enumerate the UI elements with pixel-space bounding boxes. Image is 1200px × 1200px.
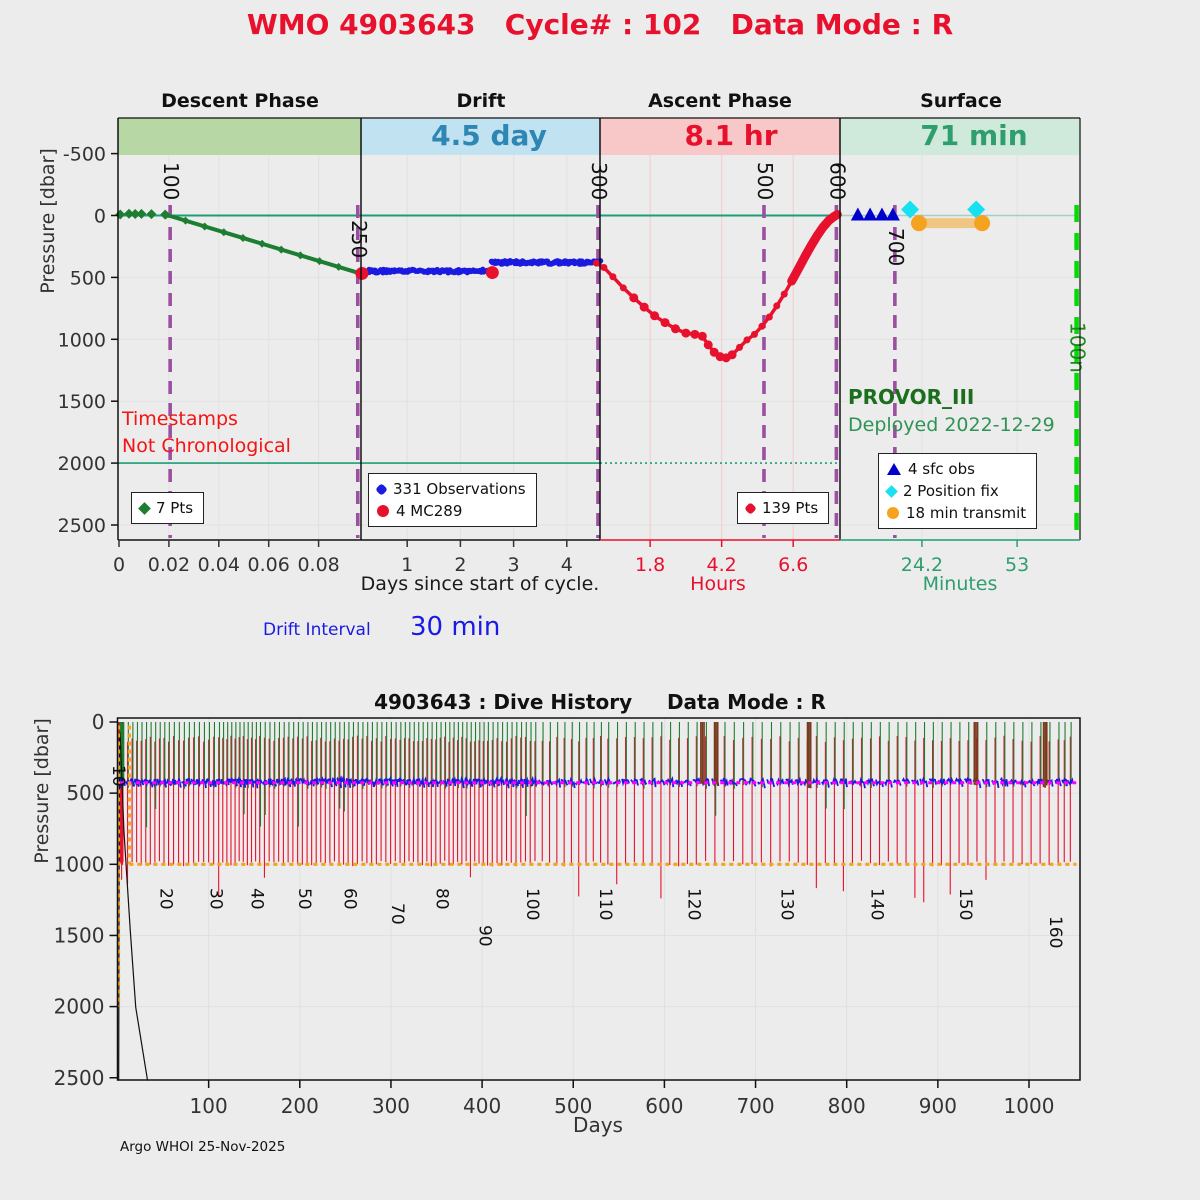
orange-circle-icon (887, 507, 899, 519)
svg-text:0.04: 0.04 (197, 554, 240, 576)
legend-transmit-label: 18 min transmit (906, 504, 1027, 522)
svg-text:140: 140 (866, 888, 887, 921)
svg-text:1000: 1000 (53, 852, 105, 877)
legend-mc289-label: 4 MC289 (396, 502, 463, 520)
svg-text:4: 4 (560, 554, 573, 576)
svg-text:100n: 100n (1065, 322, 1090, 373)
legend-sfc-obs-label: 4 sfc obs (908, 460, 975, 478)
drift-interval-label: Drift Interval (263, 620, 371, 640)
svg-text:700: 700 (736, 1094, 775, 1118)
hours-axis-label: Hours (690, 573, 746, 595)
phase-label-drift: Drift (456, 90, 506, 112)
svg-text:150: 150 (954, 888, 975, 921)
phase-label-descent: Descent Phase (161, 90, 319, 112)
legend-drift (368, 473, 537, 527)
svg-text:500: 500 (69, 267, 106, 290)
minutes-axis-label: Minutes (922, 573, 998, 595)
svg-text:800: 800 (827, 1094, 866, 1118)
legend-ascent (737, 492, 829, 524)
warning-line1: Timestamps (122, 408, 238, 430)
ascent-duration: 8.1 hr (684, 119, 778, 152)
svg-text:250: 250 (346, 220, 371, 259)
top-y-axis-label: Pressure [dbar] (37, 148, 59, 294)
svg-text:500: 500 (66, 781, 105, 806)
drift-series (355, 258, 603, 280)
svg-text:50: 50 (294, 888, 315, 910)
svg-text:500: 500 (752, 162, 777, 201)
green-diamond-icon (138, 502, 151, 515)
descent-ascent-lines (120, 722, 1071, 827)
phase-label-ascent: Ascent Phase (648, 90, 792, 112)
svg-text:1500: 1500 (57, 391, 106, 414)
svg-text:2: 2 (454, 554, 467, 576)
svg-text:6.6: 6.6 (778, 554, 809, 576)
phase-label-surface: Surface (920, 90, 1002, 112)
svg-text:0: 0 (91, 710, 105, 734)
svg-text:-500: -500 (62, 143, 106, 166)
legend-surface (878, 453, 1037, 529)
legend-descent-label: 7 Pts (156, 499, 194, 517)
days-axis-label: Days since start of cycle. (360, 573, 600, 595)
red-diamond-icon (744, 502, 757, 515)
svg-text:600: 600 (645, 1094, 684, 1118)
blue-triangle-icon (887, 463, 901, 475)
svg-text:10: 10 (108, 765, 129, 787)
legend-surface-row2 (887, 480, 1026, 502)
svg-text:1.8: 1.8 (635, 554, 666, 576)
surface-duration: 71 min (920, 119, 1028, 152)
drift-interval-value: 30 min (410, 612, 501, 642)
legend-ascent-label: 139 Pts (762, 499, 819, 517)
bottom-x-axis-label: Days (573, 1113, 623, 1137)
svg-text:400: 400 (463, 1094, 502, 1118)
legend-observations-label: 331 Observations (393, 480, 526, 498)
svg-text:2500: 2500 (57, 515, 106, 537)
deployed-date-label: Deployed 2022-12-29 (848, 414, 1055, 436)
svg-text:0: 0 (112, 554, 126, 576)
legend-descent-row (140, 497, 193, 519)
bottom-y-axis-label: Pressure [dbar] (31, 718, 53, 864)
svg-text:0.06: 0.06 (247, 554, 290, 576)
svg-text:1000: 1000 (57, 329, 106, 352)
svg-text:2500: 2500 (53, 1065, 105, 1090)
svg-text:110: 110 (594, 888, 615, 921)
warning-line2: Not Chronological (122, 435, 291, 457)
svg-text:100: 100 (521, 888, 542, 921)
svg-text:4.2: 4.2 (706, 554, 737, 576)
svg-text:130: 130 (776, 888, 797, 921)
svg-text:20: 20 (155, 888, 176, 910)
legend-position-fix-label: 2 Position fix (903, 482, 999, 500)
svg-text:500: 500 (554, 1094, 593, 1118)
legend-descent (131, 492, 204, 524)
svg-text:900: 900 (918, 1094, 957, 1118)
svg-text:30: 30 (205, 888, 226, 910)
legend-drift-row2 (377, 500, 526, 522)
svg-text:0.02: 0.02 (147, 554, 191, 576)
svg-text:24.2: 24.2 (900, 554, 944, 576)
legend-surface-row3 (887, 502, 1026, 524)
descent-series (115, 209, 362, 277)
svg-text:100: 100 (189, 1094, 228, 1118)
svg-text:120: 120 (683, 888, 704, 921)
svg-text:700: 700 (883, 228, 908, 267)
blue-dot-icon (375, 483, 388, 496)
svg-text:3: 3 (507, 554, 520, 576)
bottom-axes (54, 710, 1080, 1118)
svg-text:600: 600 (825, 162, 850, 201)
svg-text:90: 90 (474, 925, 495, 947)
svg-text:60: 60 (339, 888, 360, 910)
dive-history-title: 4903643 : Dive History Data Mode : R (374, 690, 826, 714)
svg-text:80: 80 (431, 888, 452, 910)
svg-text:2000: 2000 (53, 994, 105, 1019)
svg-text:1: 1 (401, 554, 414, 576)
float-model-label: PROVOR_III (848, 385, 975, 409)
svg-text:300: 300 (586, 162, 611, 201)
svg-text:1500: 1500 (53, 923, 105, 948)
drift-duration: 4.5 day (431, 119, 547, 152)
svg-text:40: 40 (246, 888, 267, 910)
profile-lines (119, 736, 1070, 903)
svg-text:70: 70 (387, 903, 408, 925)
svg-text:100: 100 (159, 162, 184, 201)
legend-ascent-row (746, 497, 818, 519)
svg-text:300: 300 (371, 1094, 411, 1118)
legend-drift-row1 (377, 478, 526, 500)
svg-text:0: 0 (93, 205, 106, 228)
legend-surface-row1 (887, 458, 1026, 480)
svg-text:200: 200 (280, 1094, 319, 1118)
cyan-diamond-icon (885, 485, 898, 498)
svg-text:160: 160 (1045, 916, 1066, 949)
red-circle-icon (377, 505, 389, 517)
svg-text:0.08: 0.08 (297, 554, 340, 576)
page-title: WMO 4903643 Cycle# : 102 Data Mode : R (246, 8, 954, 41)
svg-text:2000: 2000 (57, 453, 106, 476)
svg-text:53: 53 (1005, 554, 1030, 576)
svg-text:1000: 1000 (1003, 1094, 1055, 1118)
credit-text: Argo WHOI 25-Nov-2025 (120, 1139, 286, 1155)
